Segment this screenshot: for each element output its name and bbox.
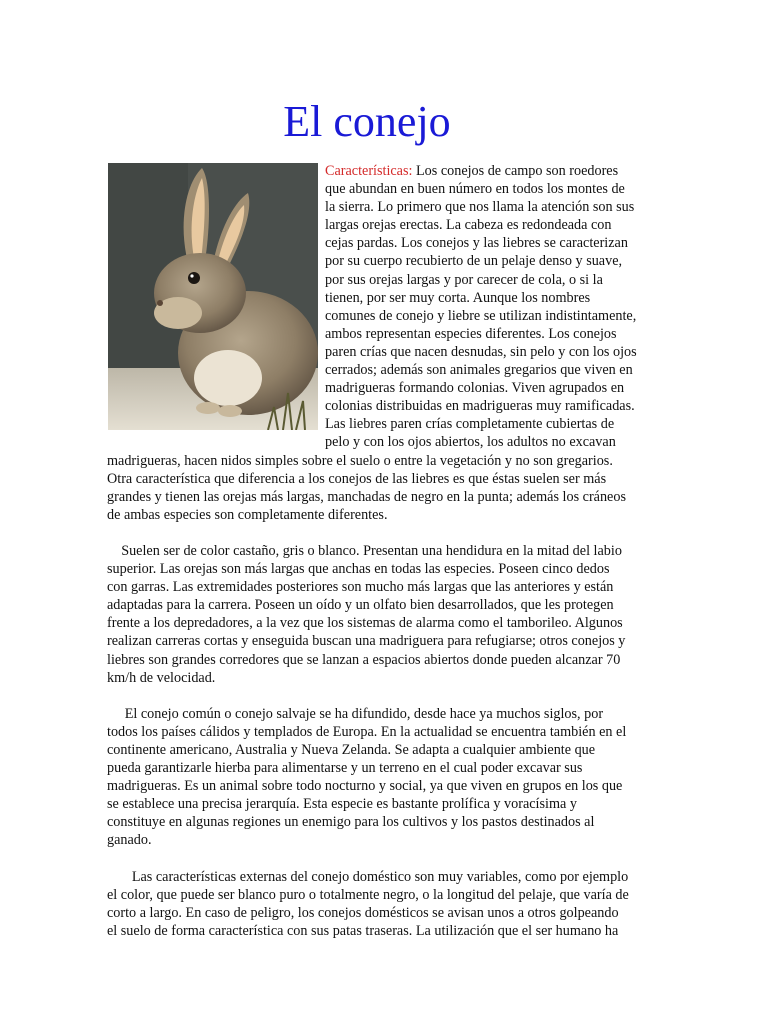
text-line: grandes y tienen las orejas más largas, manchadas de negro en la punta; además los cráneos xyxy=(107,488,626,505)
text-line: por su cuerpo recubierto de un pelaje denso y suave, xyxy=(325,253,623,270)
text-line: Características: Los conejos de campo son roedores xyxy=(325,163,619,179)
text-line: km/h de velocidad. xyxy=(107,669,216,686)
text-line: ganado. xyxy=(107,832,152,849)
text-line: superior. Las orejas son más largas que anchas en todas las especies. Poseen cinco dedos xyxy=(107,561,610,578)
text-line: paren crías que nacen desnudas, sin pelo y con los ojos xyxy=(325,343,637,360)
text-line: pueda garantizarle hierba para alimentarse y un terreno en el cual poder excavar sus xyxy=(107,760,583,777)
text-line: con garras. Las extremidades posteriores son mucho más largas que las anteriores y están xyxy=(107,579,614,596)
text-line: adaptadas para la carrera. Poseen un oído y un olfato bien desarrollados, que les protegen xyxy=(107,597,614,614)
text-line: colonias distribuidas en madrigueras muy ramificadas. xyxy=(325,398,635,415)
text-line: realizan carreras cortas y enseguida buscan una madriguera para refugiarse; otros conejos y xyxy=(107,633,626,650)
text-line: se establece una precisa jerarquía. Esta especie es bastante prolífica y voracísima y xyxy=(107,796,577,813)
text-line: la sierra. Lo primero que nos llama la atención son sus xyxy=(325,199,635,216)
text-line: madrigueras. Es un animal sobre todo nocturno y social, ya que viven en grupos en los que xyxy=(107,778,623,795)
text-line: todos los países cálidos y templados de Europa. En la actualidad se encuentra también en el xyxy=(107,723,627,740)
text-line: continente americano, Australia y Nueva Zelanda. Se adapta a cualquier ambiente que xyxy=(107,742,596,758)
text-line: por sus orejas largas y por carecer de cola, o si la xyxy=(325,271,603,288)
text-line: Otra característica que diferencia a los conejos de las liebres es que éstas suelen ser más xyxy=(107,470,607,487)
text-line: cerrados; además son animales gregarios que viven en xyxy=(325,362,633,379)
text-line: pelo y con los ojos abiertos, los adultos no excavan xyxy=(325,434,616,451)
text-line: liebres son grandes corredores que se lanzan a espacios abiertos donde pueden alcanzar 70 xyxy=(107,651,621,668)
text-line: largas orejas erectas. La cabeza es redondeada con xyxy=(325,217,612,234)
text-line: Suelen ser de color castaño, gris o blanco. Presentan una hendidura en la mitad del labio xyxy=(107,542,622,559)
characteristics-label: Características: xyxy=(325,163,413,179)
text-line: de ambas especies son completamente diferentes. xyxy=(107,506,388,523)
page-title: El conejo xyxy=(283,97,451,146)
text-line: Las características externas del conejo doméstico son muy variables, como por ejemplo xyxy=(107,868,629,885)
text-line: madrigueras formando colonias. Viven agrupados en xyxy=(325,380,625,397)
text-line: que abundan en buen número en todos los montes de xyxy=(325,181,625,198)
article-body xyxy=(107,162,667,940)
text-line: constituye en algunas regiones un enemigo para los cultivos y los pastos destinados al xyxy=(107,814,595,831)
text-line: cejas pardas. Los conejos y las liebres se caracterizan xyxy=(325,235,628,252)
text-line: corto a largo. En caso de peligro, los conejos domésticos se avisan unos a otros golpeando xyxy=(107,904,619,921)
text-line: frente a los depredadores, a la vez que los sistemas de alarma como el tamborileo. Algunos xyxy=(107,615,623,632)
text-line: el color, que puede ser blanco puro o totalmente negro, o la longitud del pelaje, que varía de xyxy=(107,886,629,903)
text-line: madrigueras, hacen nidos simples sobre el suelo o entre la vegetación y no son gregarios. xyxy=(107,452,613,469)
text-line: Las liebres paren crías completamente cubiertas de xyxy=(325,416,615,433)
text-line: tienen, por ser muy corta. Aunque los nombres xyxy=(325,289,591,306)
text-line: El conejo común o conejo salvaje se ha difundido, desde hace ya muchos siglos, por xyxy=(107,705,604,722)
text-line: ambos representan especies diferentes. Los conejos xyxy=(325,325,617,342)
text-line: comunes de conejo y liebre se utilizan indistintamente, xyxy=(325,307,637,324)
text-line: el suelo de forma característica con sus patas traseras. La utilización que el ser humano ha xyxy=(107,922,619,939)
